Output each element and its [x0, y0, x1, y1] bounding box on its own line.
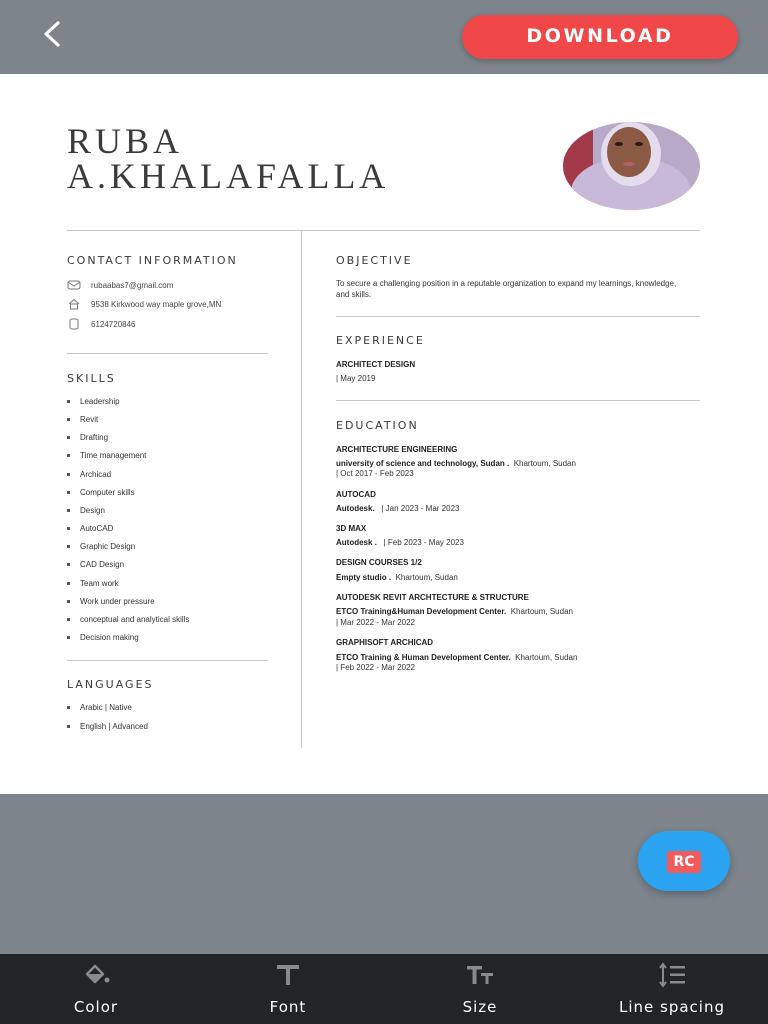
contact-title: CONTACT INFORMATION	[67, 254, 238, 267]
education-entry-title: AUTODESK REVIT ARCHTECTURE & STRUCTURE	[336, 593, 529, 602]
phone-icon	[67, 318, 81, 330]
education-entry-org: Autodesk . | Feb 2023 - May 2023	[336, 538, 464, 547]
bullet-icon	[67, 491, 70, 494]
bullet-icon	[67, 418, 70, 421]
address-text: 9538 Kirkwood way maple grove,MN	[91, 299, 222, 309]
skill-item: Computer skills	[67, 488, 135, 497]
mail-icon	[67, 279, 81, 291]
experience-date: | May 2019	[336, 374, 376, 383]
skill-item: conceptual and analytical skills	[67, 615, 189, 624]
name-line-2: A.KHALAFALLA	[67, 156, 390, 196]
line-spacing-icon	[657, 962, 687, 988]
bullet-icon	[67, 473, 70, 476]
education-entry-date: | Oct 2017 - Feb 2023	[336, 469, 414, 478]
education-entry-title: DESIGN COURSES 1/2	[336, 558, 422, 567]
objective-text: To secure a challenging position in a reputable organization to expand my learnings, knowledge, and skills.	[336, 279, 677, 299]
languages-title: LANGUAGES	[67, 678, 154, 691]
skill-item: Revit	[67, 415, 98, 424]
education-entry-date: | Feb 2022 - Mar 2022	[336, 663, 416, 672]
color-tool-button[interactable]	[0, 954, 192, 1024]
language-item: English | Advanced	[67, 722, 148, 731]
bullet-icon	[67, 509, 70, 512]
font-icon	[273, 962, 303, 988]
column-divider	[301, 231, 302, 748]
education-entry-date: | Mar 2022 - Mar 2022	[336, 618, 416, 627]
education-entry-org: university of science and technology, Sudan . Khartoum, Sudan	[336, 459, 576, 468]
skill-item: AutoCAD	[67, 524, 113, 533]
rc-badge: RC	[667, 851, 701, 873]
font-tool-label: Font	[269, 998, 307, 1016]
color-tool-label: Color	[73, 998, 119, 1016]
back-arrow-icon	[36, 18, 68, 50]
education-entry-title: ARCHITECTURE ENGINEERING	[336, 445, 458, 454]
skill-item: Archicad	[67, 470, 111, 479]
back-button[interactable]	[36, 18, 68, 50]
phone-text: 6124720846	[91, 319, 136, 329]
education-title: EDUCATION	[336, 419, 419, 432]
bullet-icon	[67, 706, 70, 709]
skill-item: Graphic Design	[67, 542, 135, 551]
bullet-icon	[67, 563, 70, 566]
resume-name	[67, 121, 390, 196]
email-text: rubaabas7@gmail.com	[91, 280, 174, 290]
education-entry-org: Empty studio . Khartoum, Sudan	[336, 573, 458, 582]
top-bar	[0, 0, 768, 74]
size-tool-button[interactable]	[384, 954, 576, 1024]
experience-role: ARCHITECT DESIGN	[336, 360, 416, 369]
language-item: Arabic | Native	[67, 703, 132, 712]
experience-divider	[336, 400, 700, 401]
contact-email	[67, 278, 173, 292]
education-entry-org: ETCO Training&Human Development Center. Khartoum, Sudan	[336, 607, 573, 616]
education-entry-title: 3D MAX	[336, 524, 367, 533]
skill-item: Leadership	[67, 397, 120, 406]
skill-item: Decision making	[67, 633, 139, 642]
education-entry-org: Autodesk. | Jan 2023 - Mar 2023	[336, 504, 460, 513]
bullet-icon	[67, 454, 70, 457]
text-size-icon	[465, 962, 495, 988]
floating-action-button[interactable]	[638, 831, 730, 891]
education-entry-org: ETCO Training & Human Development Center. Khartoum, Sudan	[336, 653, 578, 662]
resume-preview	[0, 74, 768, 794]
home-icon	[67, 298, 81, 310]
header-divider	[67, 230, 700, 231]
bullet-icon	[67, 527, 70, 530]
name-line-1: RUBA	[67, 121, 184, 161]
skill-item: Drafting	[67, 433, 108, 442]
bullet-icon	[67, 636, 70, 639]
contact-phone	[67, 317, 136, 331]
education-entry-title: GRAPHISOFT ARCHICAD	[336, 638, 434, 647]
bullet-icon	[67, 618, 70, 621]
bullet-icon	[67, 600, 70, 603]
bullet-icon	[67, 725, 70, 728]
size-tool-label: Size	[462, 998, 498, 1016]
objective-title: OBJECTIVE	[336, 254, 413, 267]
download-button[interactable]: DOWNLOAD	[462, 15, 738, 59]
skill-item: Design	[67, 506, 105, 515]
bullet-icon	[67, 582, 70, 585]
bullet-icon	[67, 400, 70, 403]
experience-title: EXPERIENCE	[336, 334, 425, 347]
line-spacing-tool-label: Line spacing	[619, 998, 725, 1016]
skills-title: SKILLS	[67, 372, 116, 385]
paint-bucket-icon	[81, 962, 111, 988]
skill-item: Work under pressure	[67, 597, 155, 606]
bottom-toolbar	[0, 954, 768, 1024]
skill-item: CAD Design	[67, 560, 124, 569]
bullet-icon	[67, 436, 70, 439]
contact-divider	[67, 353, 268, 354]
objective-divider	[336, 316, 700, 317]
contact-address	[67, 297, 221, 311]
font-tool-button[interactable]	[192, 954, 384, 1024]
skill-item: Time management	[67, 451, 146, 460]
bullet-icon	[67, 545, 70, 548]
education-entry-title: AUTOCAD	[336, 490, 376, 499]
skills-divider	[67, 660, 268, 661]
skill-item: Team work	[67, 579, 119, 588]
profile-photo	[563, 122, 700, 210]
line-spacing-tool-button[interactable]	[576, 954, 768, 1024]
